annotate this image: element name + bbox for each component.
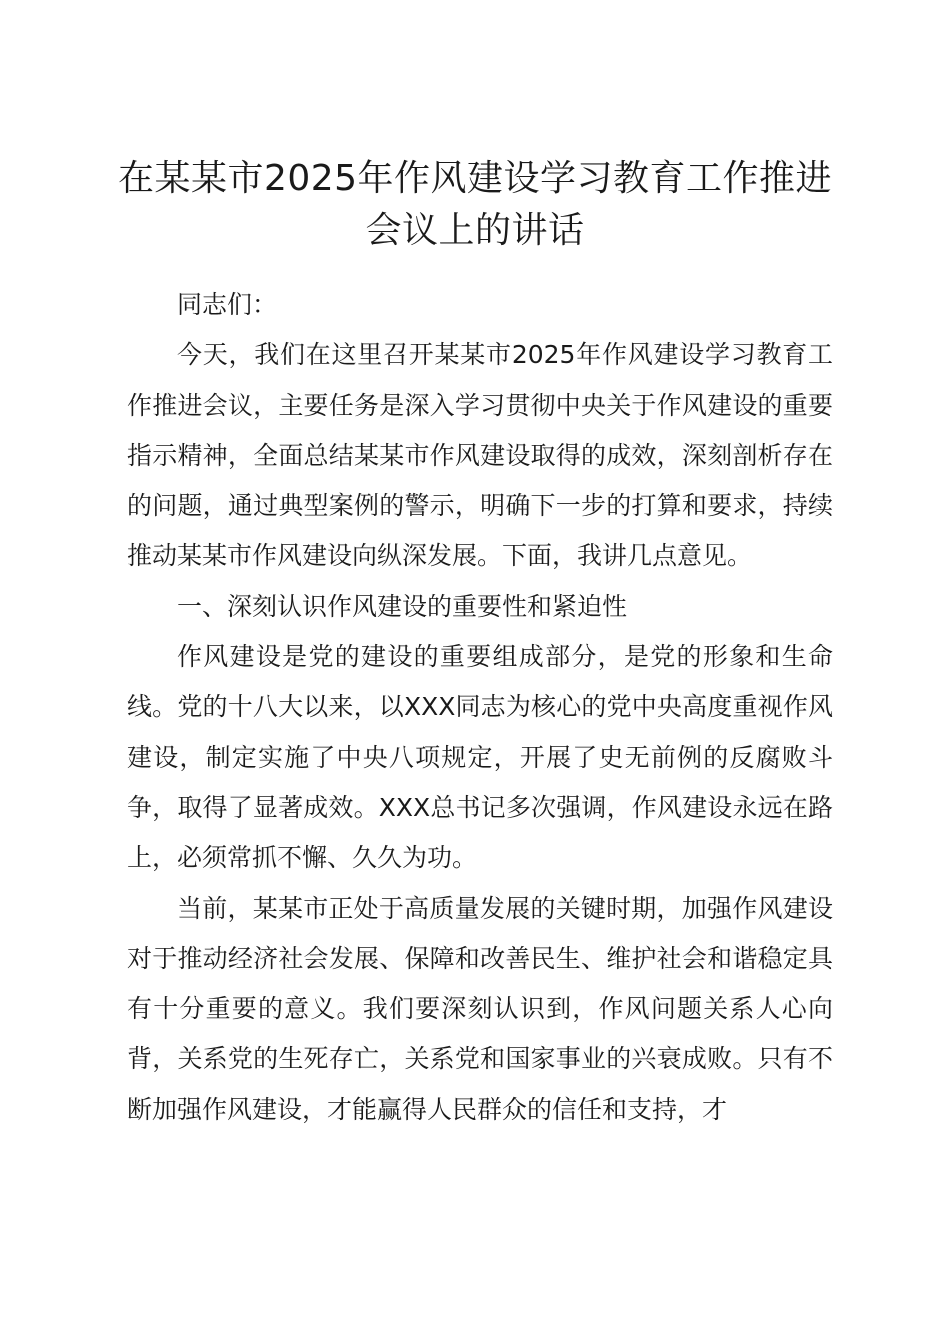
paragraph-intro: 今天，我们在这里召开某某市2025年作风建设学习教育工作推进会议，主要任务是深入学习贯彻中央关于作风建设的重要指示精神，全面总结某某市作风建设取得的成效，深刻剖析存在的问题，通过典型案例的警示，明确下一步的打算和要求，持续推动某某市作风建设向纵深发展。下面，我讲几点意见。 <box>127 340 833 571</box>
document-body <box>127 280 833 1135</box>
document-title: 在某某市2025年作风建设学习教育工作推进会议上的讲话 <box>117 158 833 251</box>
paragraph-1: 作风建设是党的建设的重要组成部分，是党的形象和生命线。党的十八大以来，以XXX同志为核心的党中央高度重视作风建设，制定实施了中央八项规定，开展了史无前例的反腐败斗争，取得了显著成效。XXX总书记多次强调，作风建设永远在路上，必须常抓不懈、久久为功。 <box>127 642 833 873</box>
section-heading-1: 一、深刻认识作风建设的重要性和紧迫性 <box>177 591 628 621</box>
salutation: 同志们： <box>177 290 278 319</box>
paragraph-2: 当前，某某市正处于高质量发展的关键时期，加强作风建设对于推动经济社会发展、保障和改善民生、维护社会和谐稳定具有十分重要的意义。我们要深刻认识到，作风问题关系人心向背，关系党的生死存亡，关系党和国家事业的兴衰成败。只有不断加强作风建设，才能赢得人民群众的信任和支持，才 <box>127 893 833 1124</box>
